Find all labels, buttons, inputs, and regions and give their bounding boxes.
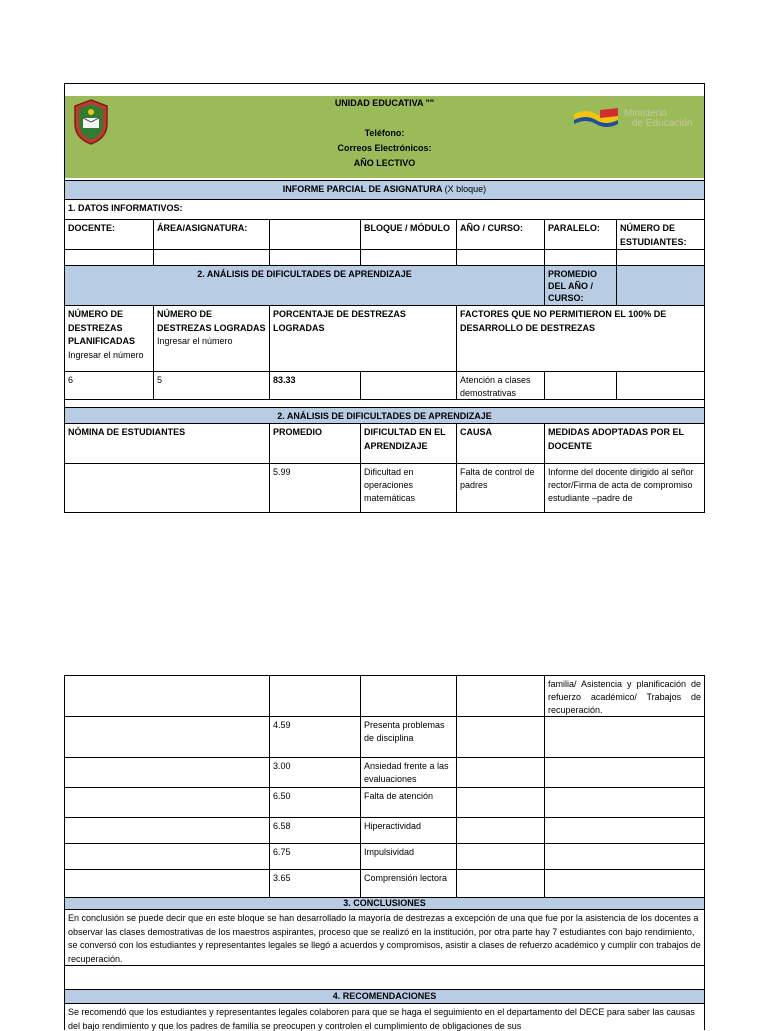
curso-value: [457, 250, 545, 266]
row1-causa: Falta de control de padres: [457, 464, 545, 513]
medidas-header: MEDIDAS ADOPTADAS POR EL DOCENTE: [545, 424, 704, 464]
docente-header: DOCENTE:: [65, 220, 154, 250]
p2-row5-medidas: [545, 844, 704, 870]
p2-row5-dificultad: Impulsividad: [361, 844, 457, 870]
planned-header: [65, 306, 154, 372]
p2-row5-name: [65, 844, 270, 870]
p2-row1-causa: [457, 717, 545, 758]
phone-label: Teléfono:: [364, 128, 405, 138]
p2-row4-dificultad: Hiperactividad: [361, 818, 457, 844]
p2-row3-name: [65, 788, 270, 818]
p2-row1-dificultad: Presenta problemas de disciplina: [361, 717, 457, 758]
p2-row3-promedio: 6.50: [270, 788, 361, 818]
bloque-value: [361, 250, 457, 266]
p2-row1-promedio: 4.59: [270, 717, 361, 758]
achieved-hint: Ingresar el número: [157, 336, 233, 346]
p2-row2-name: [65, 758, 270, 788]
num-students-header: NÚMERO DE ESTUDIANTES:: [617, 220, 704, 250]
percent-value: 83.33: [270, 372, 361, 400]
factor-value: Atención a clases demostrativas: [457, 372, 545, 400]
curso-header: AÑO / CURSO:: [457, 220, 545, 250]
report-title-band: [65, 180, 704, 200]
section3-title: 2. ANÁLISIS DE DIFICULTADES DE APRENDIZAJE: [65, 408, 704, 424]
report-title-suffix: (X bloque): [444, 184, 487, 194]
p2-row4-promedio: 6.58: [270, 818, 361, 844]
p2-row2-medidas: [545, 758, 704, 788]
percent-header: PORCENTAJE DE DESTREZAS LOGRADAS: [270, 306, 457, 372]
p2-row6-promedio: 3.65: [270, 870, 361, 898]
factor-extra-2: [617, 372, 704, 400]
p2-row6-causa: [457, 870, 545, 898]
planned-hint: Ingresar el número: [68, 349, 144, 360]
p2-row1-name: [65, 717, 270, 758]
dificultad-header: DIFICULTAD EN EL APRENDIZAJE: [361, 424, 457, 464]
area-header: ÁREA/ASIGNATURA:: [154, 220, 270, 250]
flag-icon: [572, 106, 620, 130]
conclusions-title: 3. CONCLUSIONES: [343, 898, 426, 908]
p2-cont-name: [65, 676, 270, 717]
conclusions-text: En conclusión se puede decir que en este bloque se han desarrollado la mayoría de destrezas a excepción de una que fue por la asistencia de los docentes a observar las clases demostrativas de los maestros aspirantes, proceso que se realizó en la institución, por otra parte hay 7 estudiantes con bajo rendimiento, se conversó con los estudiantes y representantes legales se llegó a acuerdos y compromisos, asistir a clases de refuerzo académico y cumplir con trabajos de recuperación.: [65, 910, 704, 966]
p2-row5-causa: [457, 844, 545, 870]
promedio-curso-label: PROMEDIO DEL AÑO / CURSO:: [545, 266, 617, 306]
p2-row6-name: [65, 870, 270, 898]
section1-title: 1. DATOS INFORMATIVOS:: [65, 200, 704, 220]
ministry-logo-line2: de Educación: [632, 118, 693, 129]
conclusions-spacer: [65, 966, 704, 990]
spacer-row: [65, 400, 704, 408]
causa-header: CAUSA: [457, 424, 545, 464]
recommendations-band: [65, 990, 704, 1004]
p2-row4-medidas: [545, 818, 704, 844]
p2-cont-promedio: [270, 676, 361, 717]
p2-cont-dificultad: [361, 676, 457, 717]
paralelo-header: PARALELO:: [545, 220, 617, 250]
blank-header: [270, 220, 361, 250]
row1-promedio: 5.99: [270, 464, 361, 513]
section2-title: 2. ANÁLISIS DE DIFICULTADES DE APRENDIZAJE: [65, 266, 545, 306]
paralelo-value: [545, 250, 617, 266]
ministry-logo-line1: Ministerio: [624, 108, 667, 119]
achieved-value: 5: [154, 372, 270, 400]
recommendations-title: 4. RECOMENDACIONES: [332, 991, 437, 1001]
p2-row3-medidas: [545, 788, 704, 818]
ministry-logo: [572, 102, 702, 136]
row1-dificultad: Dificultad en operaciones matemáticas: [361, 464, 457, 513]
report-page-1: [64, 83, 705, 513]
achieved-header-text: NÚMERO DE DESTREZAS LOGRADAS: [157, 309, 266, 333]
school-year-label: AÑO LECTIVO: [353, 158, 416, 168]
report-title: [65, 184, 704, 194]
area-value: [154, 250, 270, 266]
factors-header: FACTORES QUE NO PERMITIERON EL 100% DE DESARROLLO DE DESTREZAS: [457, 306, 704, 372]
p2-cont-causa: [457, 676, 545, 717]
promedio-curso-value: [617, 266, 704, 306]
p2-row5-promedio: 6.75: [270, 844, 361, 870]
blank-value: [270, 250, 361, 266]
conclusions-band: [65, 898, 704, 910]
docente-value: [65, 250, 154, 266]
p2-row4-name: [65, 818, 270, 844]
report-page-2: [64, 675, 705, 1030]
planned-header-text: NÚMERO DE DESTREZAS PLANIFICADAS: [68, 309, 135, 346]
p2-cont-medidas: familia/ Asistencia y planificación de refuerzo académico/ Trabajos de recuperación.: [545, 676, 704, 717]
achieved-header: [154, 306, 270, 372]
school-name: UNIDAD EDUCATIVA "": [334, 98, 435, 108]
emails-label: Correos Electrónicos:: [337, 143, 432, 153]
planned-value: 6: [65, 372, 154, 400]
nomina-header: NÓMINA DE ESTUDIANTES: [65, 424, 270, 464]
p2-row1-medidas: [545, 717, 704, 758]
promedio-header: PROMEDIO: [270, 424, 361, 464]
p2-row2-dificultad: Ansiedad frente a las evaluaciones: [361, 758, 457, 788]
factor-extra-1: [545, 372, 617, 400]
p2-row6-dificultad: Comprensión lectora: [361, 870, 457, 898]
p2-row2-causa: [457, 758, 545, 788]
bloque-header: BLOQUE / MÓDULO: [361, 220, 457, 250]
num-students-value: [617, 250, 704, 266]
p2-row2-promedio: 3.00: [270, 758, 361, 788]
row1-medidas: Informe del docente dirigido al señor rector/Firma de acta de compromiso estudiante –padre de: [548, 467, 694, 503]
report-title-text: INFORME PARCIAL DE ASIGNATURA: [282, 184, 443, 194]
p2-row4-causa: [457, 818, 545, 844]
p2-row3-dificultad: Falta de atención: [361, 788, 457, 818]
recommendations-text: Se recomendó que los estudiantes y representantes legales colaboren para que se haga el seguimiento en el departamento del DECE para saber las causas del bajo rendimiento y que los padres de familia se preocupen y controlen el cumplimiento de obligaciones de sus: [68, 1007, 695, 1031]
student-name-cell: [65, 464, 270, 513]
p2-row3-causa: [457, 788, 545, 818]
percent-extra: [361, 372, 457, 400]
p2-row6-medidas: [545, 870, 704, 898]
school-header: [65, 96, 704, 178]
